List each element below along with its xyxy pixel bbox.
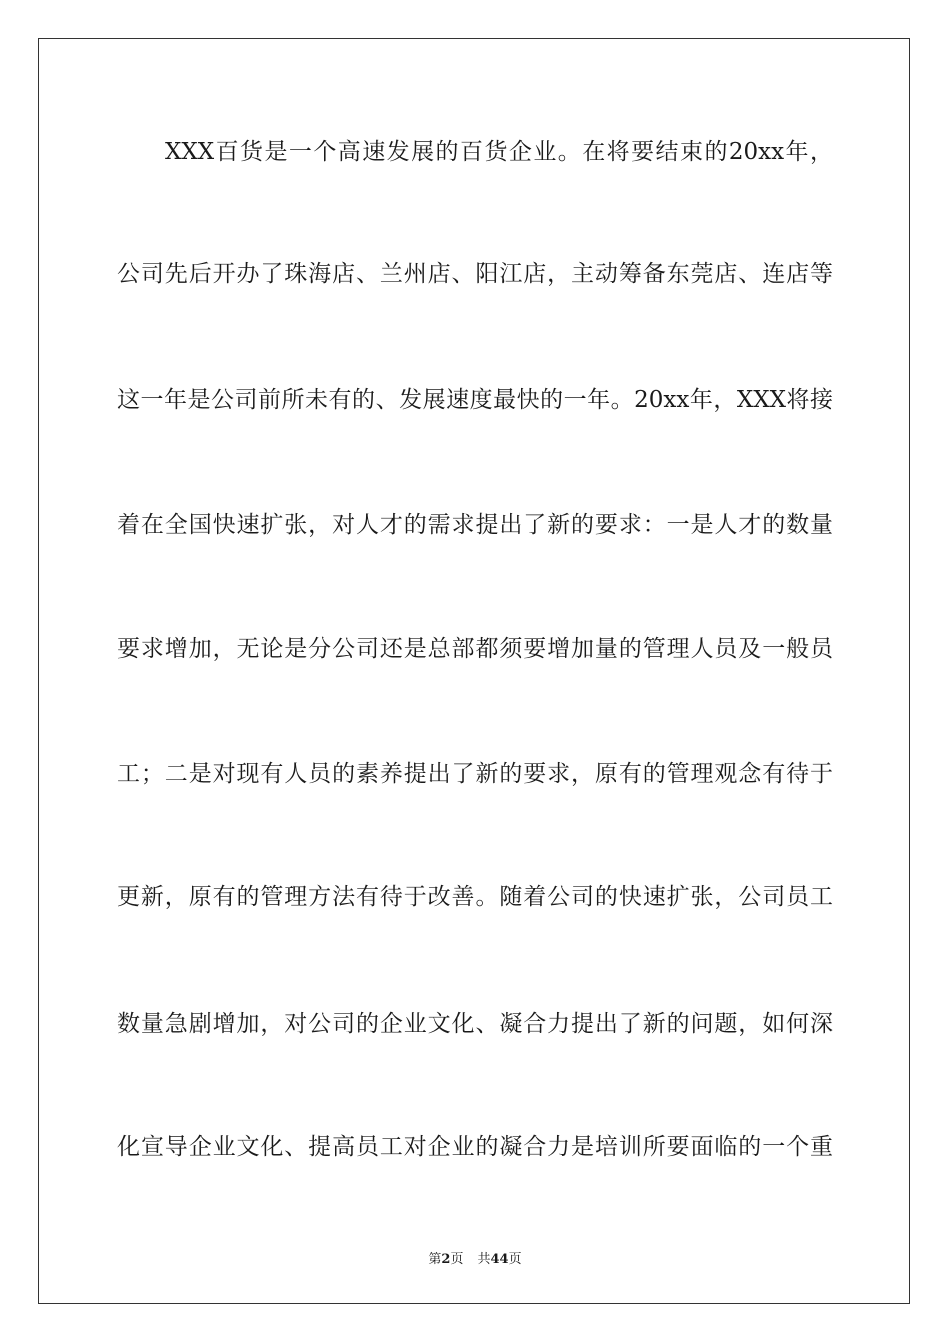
paragraph-line-4: 着在全国快速扩张，对人才的需求提出了新的要求：一是人才的数量 (117, 512, 833, 538)
page-prefix: 第 (428, 1252, 442, 1267)
page-footer (0, 1248, 950, 1267)
total-suffix: 页 (508, 1252, 522, 1267)
total-pages: 44 (490, 1252, 509, 1267)
paragraph-line-9: 化宣导企业文化、提高员工对企业的凝合力是培训所要面临的一个重 (117, 1134, 833, 1160)
page-number: 2 (441, 1252, 451, 1267)
paragraph-line-3: 这一年是公司前所未有的、发展速度最快的一年。20xx年，XXX将接 (117, 387, 833, 413)
paragraph-line-8: 数量急剧增加，对公司的企业文化、凝合力提出了新的问题，如何深 (117, 1011, 833, 1037)
total-prefix: 共 (477, 1252, 491, 1267)
paragraph-line-1: XXX百货是一个高速发展的百货企业。在将要结束的20xx年， (165, 139, 833, 165)
page-suffix: 页 (450, 1252, 464, 1267)
paragraph-line-6: 工；二是对现有人员的素养提出了新的要求，原有的管理观念有待于 (117, 761, 833, 787)
page-border (38, 38, 910, 1304)
paragraph-line-7: 更新，原有的管理方法有待于改善。随着公司的快速扩张，公司员工 (117, 884, 833, 910)
paragraph-line-5: 要求增加，无论是分公司还是总部都须要增加量的管理人员及一般员 (117, 636, 833, 662)
paragraph-line-2: 公司先后开办了珠海店、兰州店、阳江店，主动筹备东莞店、连店等 (117, 261, 833, 287)
